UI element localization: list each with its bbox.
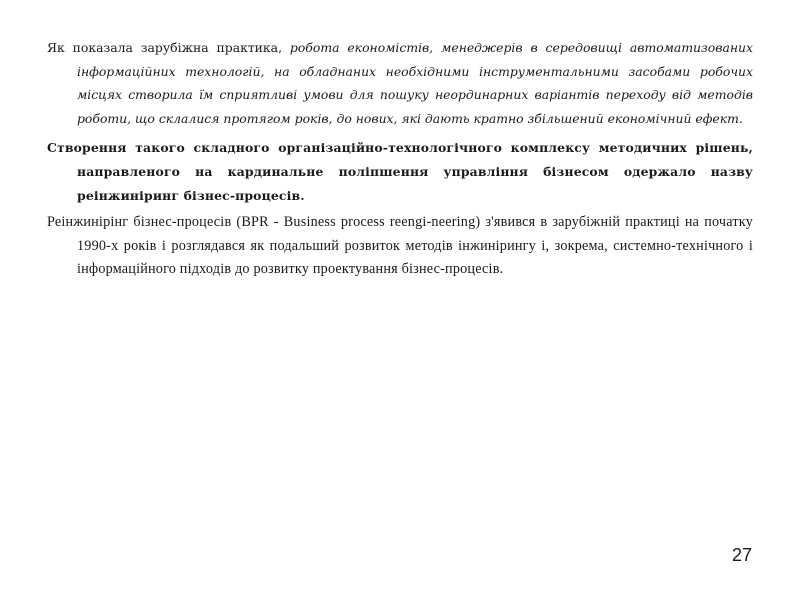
paragraph-bpr-history: Реінжинірінг бізнес-процесів (BPR - Business process reengi-neering) з'явився в зарубіжній практиці на початку 1990-х років і розглядався як подальший розвиток методів інжинірингу і, зокрема, системно-технічного і інформаційного підходів до розвитку проектування бізнес-процесів. — [47, 214, 753, 278]
slide-body — [47, 36, 753, 282]
paragraph-lead-text: Як показала зарубіжна практика, — [47, 40, 290, 55]
paragraph-italic-text: робота економістів, менеджерів в середовищі автоматизованих інформаційних технологій, на обладнаних необхідними інструментальними засобами робочих місцях створила їм сприятливі умови для пошуку неординарних варіантів переходу від методів роботи, що склалися протягом років, до нових, які дають кратно збільшений економічний ефект. — [77, 40, 753, 126]
paragraph-foreign-practice — [47, 36, 753, 130]
paragraph-reengineering-definition: Створення такого складного організаційно-технологічного комплексу методичних рішень, направленого на кардинальне поліпшення управління бізнесом одержало назву реінжиніринг бізнес-процесів. — [47, 140, 753, 203]
page-number: 27 — [731, 545, 752, 565]
